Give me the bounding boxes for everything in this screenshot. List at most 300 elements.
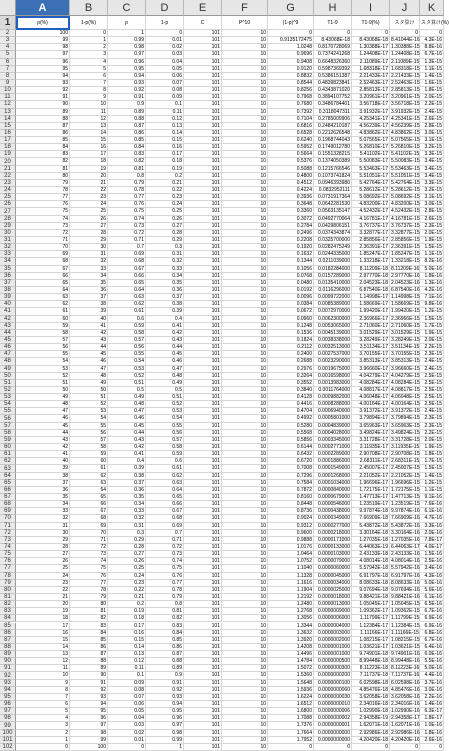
data-cell[interactable]: 46 <box>70 358 108 365</box>
data-cell[interactable]: 88 <box>16 116 70 123</box>
data-cell[interactable]: 10 <box>222 623 268 630</box>
data-cell[interactable]: 0.86 <box>146 644 184 651</box>
data-cell[interactable]: 9.74901E-18 <box>352 651 390 658</box>
data-cell[interactable]: 7.6E-16 <box>420 501 444 508</box>
data-cell[interactable]: 3.49824E-17 <box>352 430 390 437</box>
data-cell[interactable]: 4.7E-16 <box>420 515 444 522</box>
data-cell[interactable]: 0.51 <box>108 380 146 387</box>
data-cell[interactable]: 7.11737E-18 <box>352 672 390 679</box>
data-cell[interactable]: 95 <box>16 66 70 73</box>
data-cell[interactable]: 0.36 <box>146 287 184 294</box>
data-cell[interactable]: 16 <box>70 144 108 151</box>
data-cell[interactable]: 4.08817E-15 <box>391 386 420 393</box>
data-cell[interactable]: 0.33 <box>108 508 146 515</box>
data-cell[interactable]: 0.24 <box>108 573 146 580</box>
data-cell[interactable]: 0 <box>108 744 146 751</box>
data-cell[interactable]: 2.0E-15 <box>420 94 444 101</box>
data-cell[interactable]: 10 <box>222 301 268 308</box>
data-cell[interactable]: 0.72 <box>146 544 184 551</box>
data-cell[interactable]: 0.76 <box>108 201 146 208</box>
data-cell[interactable]: 0.5664 <box>268 151 314 158</box>
data-cell[interactable]: 2.85813E-17 <box>352 87 390 94</box>
data-cell[interactable]: 76 <box>16 201 70 208</box>
data-cell[interactable]: 8.11223E-16 <box>391 665 420 672</box>
data-cell[interactable]: 0.1536 <box>268 330 314 337</box>
data-cell[interactable]: 0 <box>352 30 390 37</box>
data-cell[interactable]: 10 <box>222 394 268 401</box>
data-cell[interactable]: 1.4784 <box>268 658 314 665</box>
data-cell[interactable]: 10 <box>222 109 268 116</box>
data-cell[interactable]: 101 <box>184 430 222 437</box>
data-cell[interactable]: 0.1749012780 <box>314 144 352 151</box>
data-cell[interactable]: 0.15 <box>108 637 146 644</box>
data-cell[interactable]: 2.85856E-15 <box>391 237 420 244</box>
data-cell[interactable]: 1.09362E-17 <box>352 608 390 615</box>
data-cell[interactable]: 0 <box>268 744 314 751</box>
data-cell[interactable]: 0.2688 <box>268 358 314 365</box>
data-cell[interactable]: 4.08817E-17 <box>352 387 390 394</box>
data-cell[interactable]: 101 <box>184 737 222 744</box>
data-cell[interactable]: 90 <box>70 672 108 679</box>
data-cell[interactable]: 0.49 <box>146 380 184 387</box>
data-cell[interactable]: 0.5 <box>108 387 146 394</box>
data-cell[interactable]: 101 <box>184 637 222 644</box>
data-cell[interactable]: 1.23519E-17 <box>352 501 390 508</box>
data-cell[interactable]: 4.0E-17 <box>420 544 444 551</box>
data-cell[interactable]: 0.0000000000 <box>314 737 352 744</box>
data-cell[interactable]: 0.73 <box>108 223 146 230</box>
data-cell[interactable]: 32 <box>70 258 108 265</box>
data-cell[interactable]: 2.5E-15 <box>420 380 444 387</box>
data-cell[interactable]: 0.3360 <box>268 208 314 215</box>
data-cell[interactable]: 29 <box>70 237 108 244</box>
data-cell[interactable]: 2.90708E-15 <box>391 451 420 458</box>
row-header-41[interactable]: 41 <box>0 308 16 315</box>
data-cell[interactable]: 100 <box>16 30 70 37</box>
data-cell[interactable]: 96 <box>70 715 108 722</box>
data-cell[interactable]: 61 <box>16 308 70 315</box>
data-cell[interactable]: 83 <box>16 151 70 158</box>
row-header-51[interactable]: 51 <box>0 380 16 387</box>
data-cell[interactable]: 1.0176 <box>268 544 314 551</box>
data-cell[interactable]: 4.85476E-16 <box>391 686 420 693</box>
data-cell[interactable]: 50 <box>16 387 70 394</box>
data-cell[interactable]: 0.41 <box>108 451 146 458</box>
data-cell[interactable]: 3.91932E-15 <box>391 108 420 115</box>
data-cell[interactable]: 35 <box>70 280 108 287</box>
data-cell[interactable]: 0.18 <box>146 158 184 165</box>
data-cell[interactable]: 3.4E-15 <box>420 158 444 165</box>
data-cell[interactable]: 80 <box>70 601 108 608</box>
row-header-4[interactable]: 4 <box>0 44 16 51</box>
row-header-31[interactable]: 31 <box>0 237 16 244</box>
data-cell[interactable]: 7 <box>70 80 108 87</box>
row-header-43[interactable]: 43 <box>0 323 16 330</box>
data-cell[interactable]: 3.1E-15 <box>420 194 444 201</box>
data-cell[interactable]: 0.85 <box>146 637 184 644</box>
data-cell[interactable]: 1.30388E-17 <box>352 44 390 51</box>
data-cell[interactable]: 10 <box>222 487 268 494</box>
data-cell[interactable]: 5.26810E-17 <box>352 144 390 151</box>
row-header-57[interactable]: 57 <box>0 423 16 430</box>
data-cell[interactable]: 3.91372E-15 <box>391 408 420 415</box>
row-header-20[interactable]: 20 <box>0 158 16 165</box>
data-cell[interactable]: 73 <box>16 223 70 230</box>
data-cell[interactable]: 22 <box>16 587 70 594</box>
data-cell[interactable]: 0.52 <box>108 373 146 380</box>
data-cell[interactable]: 0.1374050389 <box>314 158 352 165</box>
data-cell[interactable]: 10 <box>222 116 268 123</box>
data-cell[interactable]: 15 <box>70 137 108 144</box>
data-cell[interactable]: 101 <box>184 80 222 87</box>
data-cell[interactable]: 1.24408E-17 <box>352 51 390 58</box>
data-cell[interactable]: 0.0009882000 <box>314 394 352 401</box>
data-cell[interactable]: 99 <box>70 737 108 744</box>
row-header-25[interactable]: 25 <box>0 194 16 201</box>
data-cell[interactable]: 10 <box>222 608 268 615</box>
data-cell[interactable]: 8 <box>16 687 70 694</box>
data-cell[interactable]: 6.5E-16 <box>420 601 444 608</box>
data-cell[interactable]: 0.0003345000 <box>314 437 352 444</box>
data-cell[interactable]: 10 <box>222 59 268 66</box>
data-cell[interactable]: 0.58 <box>146 444 184 451</box>
data-cell[interactable]: 0.0038338000 <box>314 337 352 344</box>
data-cell[interactable]: 47 <box>16 408 70 415</box>
data-cell[interactable]: 1.2768 <box>268 608 314 615</box>
data-cell[interactable]: 10 <box>222 722 268 729</box>
data-cell[interactable]: 1.4208 <box>268 644 314 651</box>
data-cell[interactable]: 81 <box>16 166 70 173</box>
data-cell[interactable]: 101 <box>184 401 222 408</box>
data-cell[interactable]: 0.98 <box>108 44 146 51</box>
data-cell[interactable]: 0.0004028000 <box>314 430 352 437</box>
row-header-18[interactable]: 18 <box>0 144 16 151</box>
data-cell[interactable]: 6.3E-17 <box>420 708 444 715</box>
data-cell[interactable]: 43 <box>16 437 70 444</box>
data-cell[interactable]: 0.62 <box>146 473 184 480</box>
data-cell[interactable]: 101 <box>184 573 222 580</box>
data-cell[interactable]: 10 <box>222 287 268 294</box>
data-cell[interactable]: 27 <box>70 223 108 230</box>
data-cell[interactable]: 58 <box>70 444 108 451</box>
data-cell[interactable]: 0.91 <box>146 680 184 687</box>
data-cell[interactable]: 0.6 <box>146 458 184 465</box>
data-cell[interactable]: 8.08633E-18 <box>352 580 390 587</box>
data-cell[interactable]: 71 <box>70 537 108 544</box>
data-cell[interactable]: 101 <box>184 194 222 201</box>
data-cell[interactable]: 0.0384 <box>268 301 314 308</box>
data-cell[interactable]: 0.01 <box>108 737 146 744</box>
data-cell[interactable]: 0.4128 <box>268 394 314 401</box>
data-cell[interactable]: 30 <box>16 530 70 537</box>
data-cell[interactable]: 1.6E-15 <box>420 80 444 87</box>
data-cell[interactable]: 0.2976 <box>268 366 314 373</box>
row-header-45[interactable]: 45 <box>0 337 16 344</box>
data-cell[interactable]: 67 <box>16 266 70 273</box>
data-cell[interactable]: 66 <box>70 501 108 508</box>
data-cell[interactable]: 0.4992 <box>268 415 314 422</box>
data-cell[interactable]: 1.08215E-15 <box>391 636 420 643</box>
data-cell[interactable]: 2.52463E-17 <box>352 80 390 87</box>
data-cell[interactable]: 1.7088 <box>268 715 314 722</box>
data-cell[interactable]: 10 <box>222 351 268 358</box>
data-cell[interactable]: 0.3648 <box>268 201 314 208</box>
data-cell[interactable]: 0.05 <box>146 66 184 73</box>
data-cell[interactable]: 0.5376 <box>268 158 314 165</box>
data-cell[interactable]: 1.2192 <box>268 594 314 601</box>
data-cell[interactable]: 2.43133E-16 <box>391 551 420 558</box>
data-cell[interactable]: 34 <box>16 501 70 508</box>
data-cell[interactable]: 101 <box>184 101 222 108</box>
data-cell[interactable]: 101 <box>184 123 222 130</box>
row-header-44[interactable]: 44 <box>0 330 16 337</box>
data-cell[interactable]: 0.0731917364 <box>314 194 352 201</box>
data-cell[interactable]: 5.57942E-18 <box>352 565 390 572</box>
data-cell[interactable]: 0.35 <box>146 280 184 287</box>
data-cell[interactable]: 0.7104 <box>268 116 314 123</box>
data-cell[interactable]: 101 <box>184 701 222 708</box>
data-cell[interactable]: 2 <box>16 730 70 737</box>
data-cell[interactable]: 0.8544 <box>268 80 314 87</box>
row-header-46[interactable]: 46 <box>0 344 16 351</box>
data-cell[interactable]: 53 <box>16 366 70 373</box>
row-header-64[interactable]: 64 <box>0 473 16 480</box>
data-cell[interactable]: 1.68318E-15 <box>391 65 420 72</box>
data-cell[interactable]: 0.3264 <box>268 373 314 380</box>
data-cell[interactable]: 2.5E-15 <box>420 394 444 401</box>
data-cell[interactable]: 2.3E-15 <box>420 415 444 422</box>
data-cell[interactable]: 1 <box>70 37 108 44</box>
data-cell[interactable]: 10 <box>222 166 268 173</box>
data-cell[interactable]: 5.0E-16 <box>420 665 444 672</box>
data-cell[interactable]: 3.0E-15 <box>420 130 444 137</box>
data-cell[interactable]: 1.1040 <box>268 565 314 572</box>
data-cell[interactable]: 1.58669E-17 <box>352 301 390 308</box>
data-cell[interactable]: 11 <box>70 109 108 116</box>
data-cell[interactable]: 3.51134E-17 <box>352 344 390 351</box>
data-cell[interactable]: 0.0157289000 <box>314 273 352 280</box>
data-cell[interactable]: 44 <box>16 430 70 437</box>
row-header-76[interactable]: 76 <box>0 558 16 565</box>
data-cell[interactable]: 101 <box>184 608 222 615</box>
row-header-17[interactable]: 17 <box>0 137 16 144</box>
data-cell[interactable]: 0.9 <box>146 672 184 679</box>
data-cell[interactable]: 5.41102E-17 <box>352 151 390 158</box>
data-cell[interactable]: 10 <box>222 180 268 187</box>
data-cell[interactable]: 0.0244335000 <box>314 251 352 258</box>
data-cell[interactable]: 70 <box>70 530 108 537</box>
data-cell[interactable]: 43 <box>70 337 108 344</box>
data-cell[interactable]: 101 <box>184 680 222 687</box>
data-cell[interactable]: 1.08215E-17 <box>352 637 390 644</box>
data-cell[interactable]: 0.44 <box>108 430 146 437</box>
data-cell[interactable]: 10 <box>222 458 268 465</box>
data-cell[interactable]: 0.5386151387 <box>314 73 352 80</box>
data-cell[interactable]: 0.3 <box>108 530 146 537</box>
data-cell[interactable]: 0.71 <box>108 237 146 244</box>
data-cell[interactable]: 6.87540E-16 <box>391 286 420 293</box>
data-cell[interactable]: 3.30164E-16 <box>391 529 420 536</box>
row-header-7[interactable]: 7 <box>0 66 16 73</box>
data-cell[interactable]: 10 <box>222 344 268 351</box>
data-cell[interactable]: 0.7872 <box>268 487 314 494</box>
data-cell[interactable]: 10 <box>222 523 268 530</box>
data-cell[interactable]: 0.4839823841 <box>314 80 352 87</box>
data-cell[interactable]: 50 <box>70 387 108 394</box>
data-cell[interactable]: 2.21433E-15 <box>391 72 420 79</box>
data-cell[interactable]: 101 <box>184 730 222 737</box>
data-cell[interactable]: 0.6816 <box>268 123 314 130</box>
data-cell[interactable]: 0.95 <box>146 708 184 715</box>
data-cell[interactable]: 1 <box>108 30 146 37</box>
data-cell[interactable]: 0.78 <box>146 587 184 594</box>
data-cell[interactable]: 3.11935E-17 <box>352 444 390 451</box>
data-cell[interactable]: 4.16781E-17 <box>352 216 390 223</box>
data-cell[interactable]: 0.0011764000 <box>314 387 352 394</box>
data-cell[interactable]: 0.1 <box>108 672 146 679</box>
data-cell[interactable]: 0.38 <box>146 301 184 308</box>
data-cell[interactable]: 0.0000277000 <box>314 523 352 530</box>
data-cell[interactable]: 3.32877E-15 <box>391 229 420 236</box>
row-header-86[interactable]: 86 <box>0 630 16 637</box>
row-header-33[interactable]: 33 <box>0 251 16 258</box>
data-cell[interactable]: 101 <box>184 715 222 722</box>
data-cell[interactable]: 6 <box>70 73 108 80</box>
data-cell[interactable]: 3.20961E-17 <box>352 94 390 101</box>
data-cell[interactable]: 1.85247E-17 <box>352 251 390 258</box>
row-header-1[interactable]: 1 <box>0 16 16 30</box>
data-cell[interactable]: 101 <box>184 537 222 544</box>
data-cell[interactable]: 1.23519E-15 <box>391 501 420 508</box>
data-cell[interactable]: 0 <box>390 30 420 37</box>
data-cell[interactable]: 87 <box>16 123 70 130</box>
data-cell[interactable]: 0.0004839000 <box>314 423 352 430</box>
row-header-71[interactable]: 71 <box>0 523 16 530</box>
data-cell[interactable]: 0.9888 <box>268 537 314 544</box>
data-cell[interactable]: 15 <box>16 637 70 644</box>
data-cell[interactable]: 0.8832 <box>268 73 314 80</box>
data-cell[interactable]: 0.27 <box>108 551 146 558</box>
data-cell[interactable]: 0 <box>420 744 444 751</box>
data-cell[interactable]: 0.7 <box>108 244 146 251</box>
data-cell[interactable]: 10 <box>222 223 268 230</box>
data-cell[interactable]: 10 <box>222 744 268 751</box>
data-cell[interactable]: 0.48 <box>146 373 184 380</box>
data-cell[interactable]: 0.36 <box>108 487 146 494</box>
data-cell[interactable]: 3.96660E-17 <box>352 366 390 373</box>
data-cell[interactable]: 10 <box>222 280 268 287</box>
data-cell[interactable]: 0.81 <box>108 166 146 173</box>
data-cell[interactable]: 10 <box>222 66 268 73</box>
data-cell[interactable]: 2.90708E-17 <box>352 451 390 458</box>
data-cell[interactable]: 1.9E-15 <box>420 444 444 451</box>
data-cell[interactable]: 101 <box>184 130 222 137</box>
data-cell[interactable]: 0.0000000000 <box>314 730 352 737</box>
row-header-14[interactable]: 14 <box>0 116 16 123</box>
data-cell[interactable]: 10 <box>222 194 268 201</box>
row-header-101[interactable]: 101 <box>0 737 16 744</box>
data-cell[interactable]: 0.7392 <box>268 109 314 116</box>
data-cell[interactable]: 3.62058E-18 <box>352 694 390 701</box>
data-cell[interactable]: 3.85313E-17 <box>352 358 390 365</box>
data-cell[interactable]: 78 <box>16 187 70 194</box>
data-cell[interactable]: 101 <box>184 301 222 308</box>
data-cell[interactable]: 0.84 <box>108 144 146 151</box>
data-cell[interactable]: 0.17 <box>108 623 146 630</box>
data-cell[interactable]: 10 <box>222 101 268 108</box>
data-cell[interactable]: 0.0480 <box>268 280 314 287</box>
data-cell[interactable]: 2.5E-15 <box>420 387 444 394</box>
data-cell[interactable]: 0.1215766546 <box>314 166 352 173</box>
data-cell[interactable]: 1.99420E-17 <box>352 308 390 315</box>
data-cell[interactable]: 0.0000000010 <box>314 701 352 708</box>
data-cell[interactable]: 0.0282475249 <box>314 244 352 251</box>
data-cell[interactable]: 4.3E-16 <box>420 573 444 580</box>
data-cell[interactable]: 0.59 <box>108 323 146 330</box>
data-cell[interactable]: 0.7374241268 <box>314 51 352 58</box>
data-cell[interactable]: 10 <box>222 558 268 565</box>
data-cell[interactable]: 0.9696 <box>268 51 314 58</box>
data-cell[interactable]: 4 <box>70 59 108 66</box>
data-cell[interactable]: 2.85856E-17 <box>352 237 390 244</box>
data-cell[interactable]: 0.1824 <box>268 337 314 344</box>
data-cell[interactable]: 3.70155E-17 <box>352 351 390 358</box>
data-cell[interactable]: 101 <box>184 208 222 215</box>
data-cell[interactable]: 0.0000000002 <box>314 715 352 722</box>
data-cell[interactable]: 10 <box>222 373 268 380</box>
data-cell[interactable]: 87 <box>70 651 108 658</box>
data-cell[interactable]: 3.4E-15 <box>420 166 444 173</box>
data-cell[interactable]: 0.25 <box>146 208 184 215</box>
data-cell[interactable]: 1.99420E-15 <box>391 308 420 315</box>
data-cell[interactable]: 101 <box>184 166 222 173</box>
data-cell[interactable]: 101 <box>184 501 222 508</box>
data-cell[interactable]: 2.68311E-17 <box>352 458 390 465</box>
data-cell[interactable]: 10 <box>222 672 268 679</box>
data-cell[interactable]: 10 <box>222 694 268 701</box>
data-cell[interactable]: 0.0000060000 <box>314 565 352 572</box>
data-cell[interactable]: 1.11799E-15 <box>391 615 420 622</box>
data-cell[interactable]: 9.74901E-16 <box>391 651 420 658</box>
data-cell[interactable]: 12 <box>16 658 70 665</box>
data-cell[interactable]: 0.9600 <box>268 530 314 537</box>
data-cell[interactable]: 49 <box>16 394 70 401</box>
data-cell[interactable]: 0.1968744043 <box>314 137 352 144</box>
data-cell[interactable]: 10 <box>222 651 268 658</box>
data-cell[interactable]: 0.05 <box>108 708 146 715</box>
data-cell[interactable]: 1.09362E-15 <box>391 608 420 615</box>
data-cell[interactable]: 10 <box>222 308 268 315</box>
column-header-b[interactable]: B <box>70 0 108 16</box>
row-header-90[interactable]: 90 <box>0 658 16 665</box>
data-cell[interactable]: 0.7968 <box>268 94 314 101</box>
data-cell[interactable]: 10 <box>222 137 268 144</box>
data-cell[interactable]: 3.96660E-15 <box>391 365 420 372</box>
data-cell[interactable]: 2.8E-15 <box>420 123 444 130</box>
row-header-35[interactable]: 35 <box>0 266 16 273</box>
data-cell[interactable]: 0.0085389000 <box>314 301 352 308</box>
data-cell[interactable]: 79 <box>70 594 108 601</box>
data-cell[interactable]: 69 <box>16 251 70 258</box>
data-cell[interactable]: 74 <box>70 558 108 565</box>
data-cell[interactable]: 0.57 <box>146 437 184 444</box>
data-cell[interactable]: 40 <box>16 458 70 465</box>
data-cell[interactable]: 10 <box>222 380 268 387</box>
data-cell[interactable]: 8.99448E-18 <box>352 658 390 665</box>
row-header-48[interactable]: 48 <box>0 358 16 365</box>
data-cell[interactable]: 17 <box>70 151 108 158</box>
row-header-16[interactable]: 16 <box>0 130 16 137</box>
